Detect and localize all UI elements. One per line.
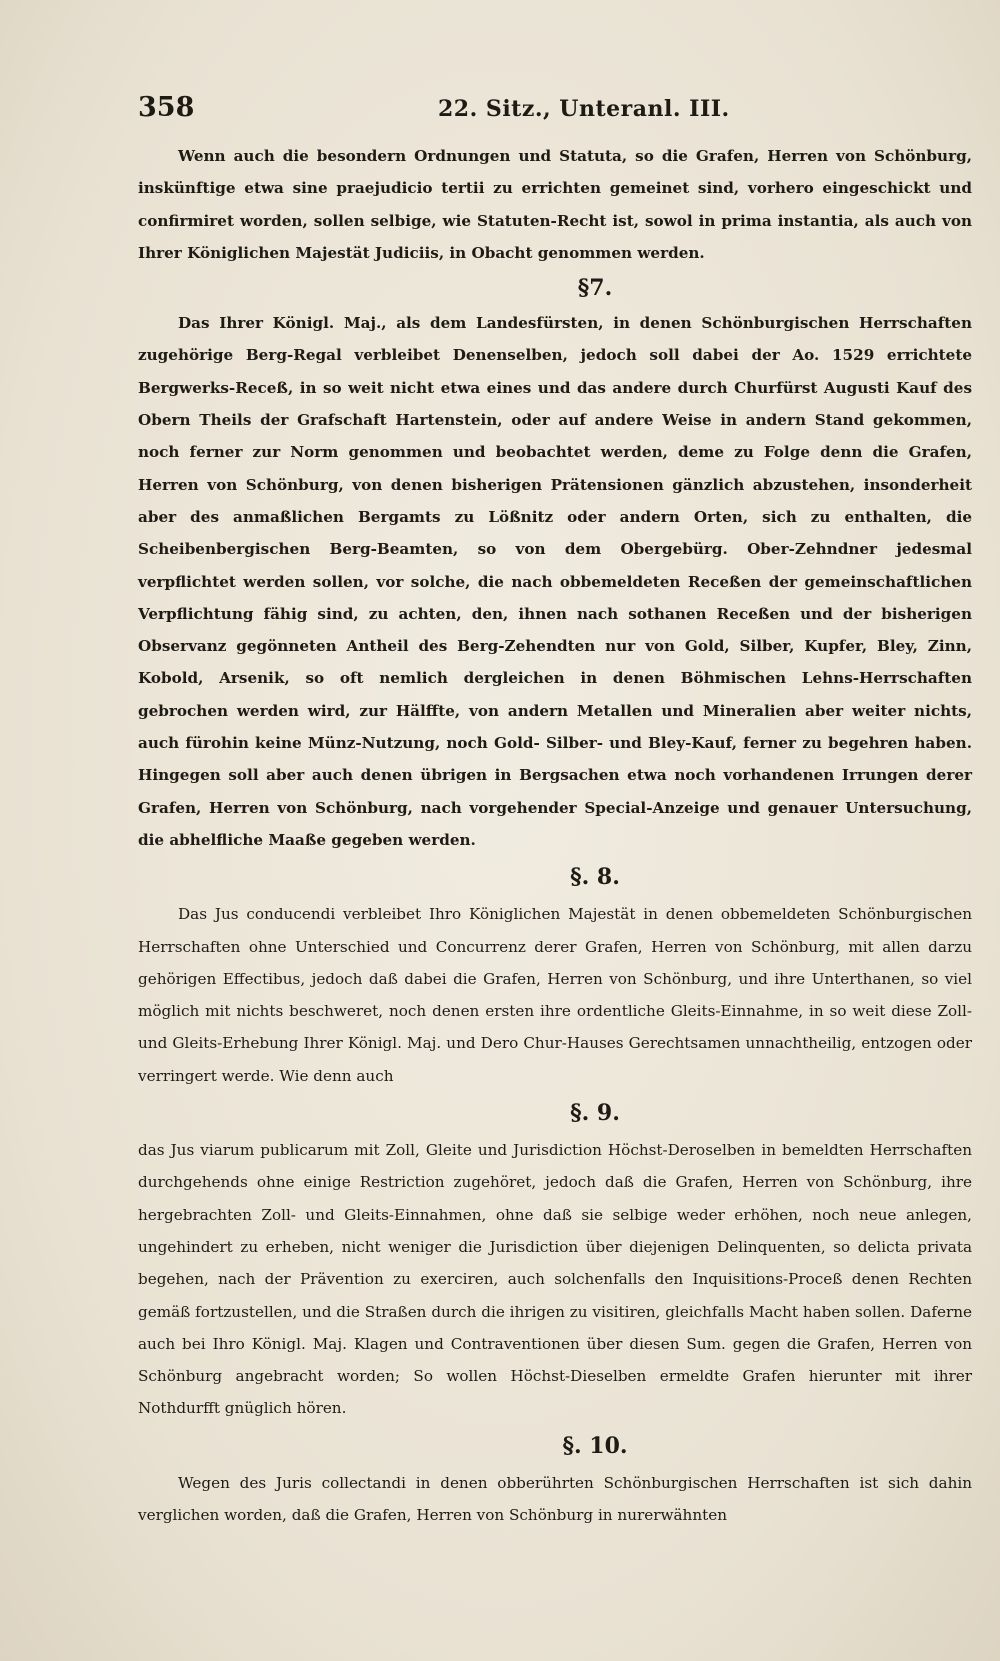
- section-heading-8: §. 8.: [570, 864, 620, 891]
- section-heading-7: §7.: [577, 275, 613, 302]
- running-head: 22. Sitz., Unteranl. III.: [438, 96, 730, 122]
- paragraph-section-10: Wegen des Juris collectandi in denen obberührten Schönburgischen Herrschaften ist sich dahin verglichen worden, daß die Grafen, Herren von Schönburg in nurerwähnten: [138, 1473, 972, 1524]
- paragraph-section-9: das Jus viarum publicarum mit Zoll, Gleite und Jurisdiction Höchst-Deroselben in bemeldten Herrschaften durchgehends ohne einige Restriction zugehöret, jedoch daß die Grafen, Herren von Schönburg, ihre hergebrachten Zoll- und Gleits-Einnahmen, ohne daß sie selbige weder erhöhen, noch neue anlegen, ungehindert zu erheben, nicht weniger die Jurisdiction über diejenigen Delinquenten, so delicta privata begehen, nach der Prävention zu exerciren, auch solchenfalls den Inquisitions-Proceß denen Rechten gemäß fortzustellen, und die Straßen durch die ihrigen zu visitiren, gleichfalls Macht haben sollen. Daferne auch bei Ihro Königl. Maj. Klagen und Contraventionen über diesen Sum. gegen die Grafen, Herren von Schönburg angebracht worden; So wollen Höchst-Dieselben ermeldte Grafen hierunter mit ihrer Nothdurfft gnüglich hören.: [138, 1141, 972, 1418]
- page-number: 358: [138, 92, 195, 123]
- paragraph-section-8: Das Jus conducendi verbleibet Ihro Königlichen Majestät in denen obbemeldeten Schönburgischen Herrschaften ohne Unterschied und Concurrenz derer Grafen, Herren von Schönburg, mit allen darzu gehörigen Effectibus, jedoch daß dabei die Grafen, Herren von Schönburg, und ihre Unterthanen, so viel möglich mit nichts beschweret, noch denen ersten ihre ordentliche Gleits-Einnahme, in so weit diese Zoll- und Gleits-Erhebung Ihrer Königl. Maj. und Dero Chur-Hauses Gerechtsamen unnachtheilig, entzogen oder verringert werde. Wie denn auch: [138, 905, 972, 1085]
- paragraph-intro: Wenn auch die besondern Ordnungen und Statuta, so die Grafen, Herren von Schönburg, inskünftige etwa sine praejudicio tertii zu errichten gemeinet sind, vorhero eingeschickt und confirmiret worden, sollen selbige, wie Statuten-Recht ist, sowol in prima instantia, als auch von Ihrer Königlichen Majestät Judiciis, in Obacht genommen werden.: [138, 147, 972, 262]
- section-heading-10: §. 10.: [562, 1432, 628, 1459]
- section-heading-9: §. 9.: [570, 1100, 620, 1127]
- page-header: [138, 92, 972, 134]
- paragraph-section-7: Das Ihrer Königl. Maj., als dem Landesfürsten, in denen Schönburgischen Herrschaften zugehörige Berg-Regal verbleibet Denenselben, jedoch soll dabei der Ao. 1529 errichtete Bergwerks-Receß, in so weit nicht etwa eines und das andere durch Churfürst Augusti Kauf des Obern Theils der Grafschaft Hartenstein, oder auf andere Weise in andern Stand gekommen, noch ferner zur Norm genommen und beobachtet werden, deme zu Folge denn die Grafen, Herren von Schönburg, von denen bisherigen Prätensionen gänzlich abzustehen, insonderheit aber des anmaßlichen Bergamts zu Lößnitz oder andern Orten, sich zu enthalten, die Scheibenbergischen Berg-Beamten, so von dem Obergebürg. Ober-Zehndner jedesmal verpflichtet werden sollen, vor solche, die nach obbemeldeten Receßen der gemeinschaftlichen Verpflichtung fähig sind, zu achten, den, ihnen nach sothanen Receßen und der bisherigen Observanz gegönneten Antheil des Berg-Zehendten nur von Gold, Silber, Kupfer, Bley, Zinn, Kobold, Arsenik, so oft nemlich dergleichen in denen Böhmischen Lehns-Herrschaften gebrochen werden wird, zur Hälffte, von andern Metallen und Mineralien aber weiter nichts, auch fürohin keine Münz-Nutzung, noch Gold- Silber- und Bley-Kauf, ferner zu begehren haben. Hingegen soll aber auch denen übrigen in Bergsachen etwa noch vorhandenen Irrungen derer Grafen, Herren von Schönburg, nach vorgehender Special-Anzeige und genauer Untersuchung, die abhelfliche Maaße gegeben werden.: [138, 314, 972, 849]
